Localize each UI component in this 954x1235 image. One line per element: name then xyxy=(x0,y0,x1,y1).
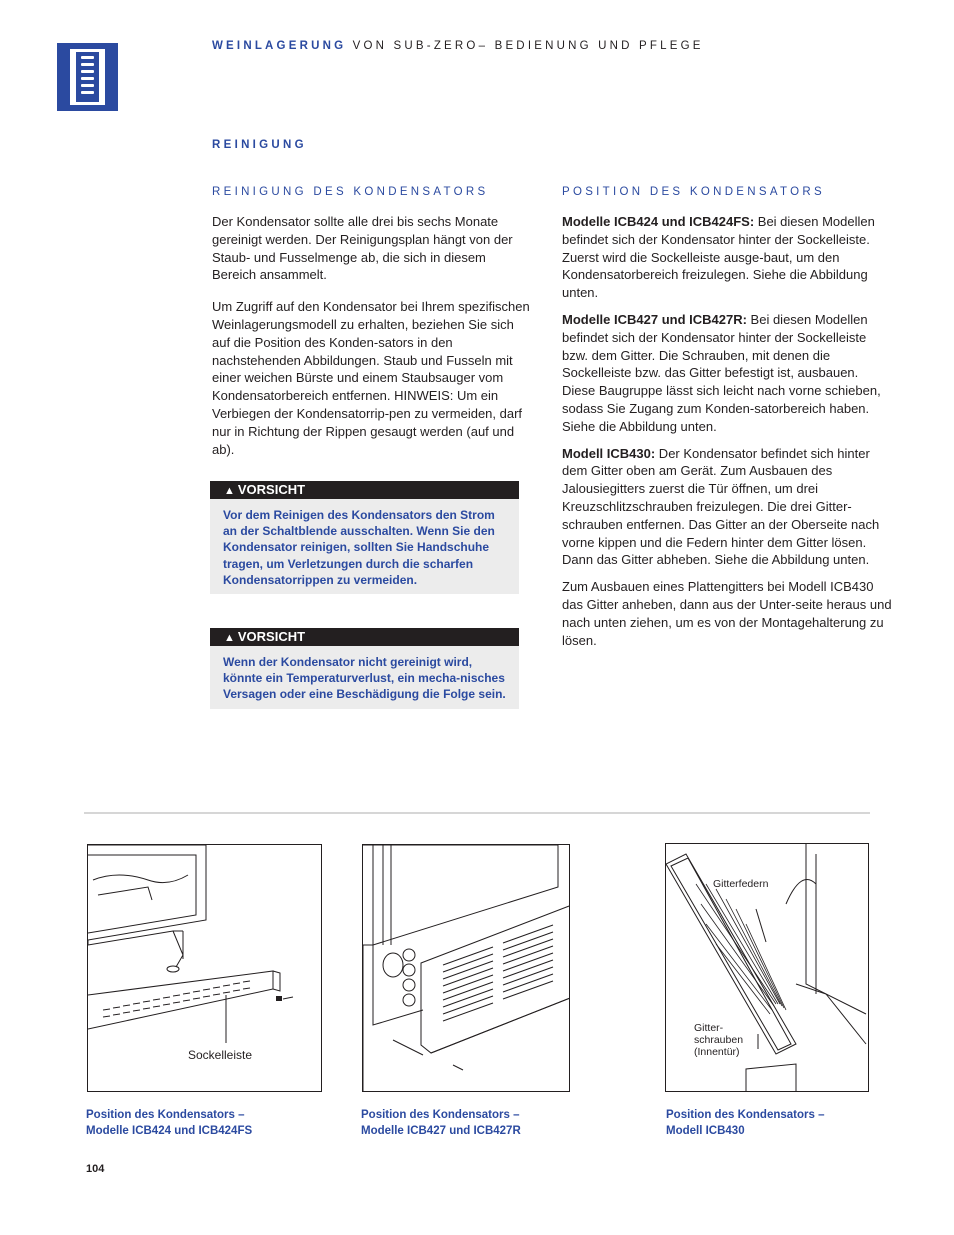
caution-box-1 xyxy=(210,481,519,594)
figure-caption-icb430: Position des Kondensators – Modell ICB430 xyxy=(666,1109,825,1137)
caution-box-2 xyxy=(210,628,519,709)
caution-text: Wenn der Kondensator nicht gereinigt wird, könnte ein Temperaturverlust, ein mecha-nisches Versagen oder eine Beschädigung die Folge sein. xyxy=(223,655,506,702)
figure-label-gitterfedern: Gitterfedern xyxy=(713,878,769,890)
page-header xyxy=(212,40,704,52)
figure-icb427-illustration xyxy=(363,845,569,1091)
right-paragraph-1: Modelle ICB424 und ICB424FS: Bei diesen Modellen befindet sich der Kondensator hinter der Sockelleiste. Zuerst wird die Sockelleiste ausge-baut, um den Kondensatorbereich freizulegen. Siehe die Abbildung unten. xyxy=(562,214,875,301)
divider xyxy=(84,812,870,814)
left-paragraph-2: Um Zugriff auf den Kondensator bei Ihrem spezifischen Weinlagerungsmodell zu erhalten, beziehen Sie sich auf die Position des Konden-sators in den nachstehenden Abbildungen. Staub und Fusseln mit einer weichen Bürste und einem Staubsauger vom Kondensatorbereich entfernen. HINWEIS: Um ein Verbiegen der Kondensatorrip-pen zu vermeiden, darf nur in Richtung der Rippen gesaugt werden (auf und ab). xyxy=(212,299,530,457)
header-rest: VON SUB-ZERO– BEDIENUNG UND PFLEGE xyxy=(352,40,704,52)
header-brand: WEINLAGERUNG xyxy=(212,40,347,52)
figure-caption-icb427: Position des Kondensators – Modelle ICB427 und ICB427R xyxy=(361,1109,521,1137)
figure-caption-icb424: Position des Kondensators – Modelle ICB424 und ICB424FS xyxy=(86,1109,253,1137)
right-paragraph-3: Modell ICB430: Der Kondensator befindet sich hinter dem Gitter oben am Gerät. Zum Ausbauen des Jalousiegitters zuerst die Tür öffnen, um drei Kreuzschlitzschrauben freizulegen. Die drei Gitter-schrauben entfernen. Das Gitter an der Oberseite nach vorne kippen und die Federn hinter dem Gitter lösen. Dann das Gitter abheben. Siehe die Abbildung unten. xyxy=(562,445,880,568)
left-heading: REINIGUNG DES KONDENSATORS xyxy=(212,186,489,198)
right-paragraph-2: Modelle ICB427 und ICB427R: Bei diesen Modellen befindet sich der Kondensator hinter der Sockelleiste bzw. dem Gitter. Die Schrauben, mit denen die Sockelleiste bzw. das Gitter befestigt ist, ausbauen. Diese Baugruppe lässt sich leicht nach vorne schieben, sodass Sie Zugang zum Konden-satorbereich haben. Siehe die Abbildung unten. xyxy=(562,311,881,434)
left-paragraph-1: Der Kondensator sollte alle drei bis sechs Monate gereinigt werden. Der Reinigungsplan hängt von der Staub- und Fusselmenge ab, die sich in diesem Bereich ansammelt. xyxy=(212,214,513,283)
figure-icb424 xyxy=(87,844,322,1092)
page-number: 104 xyxy=(86,1163,105,1175)
right-heading: POSITION DES KONDENSATORS xyxy=(562,186,825,198)
caution-header: ▲ VORSICHT xyxy=(210,628,519,646)
figure-icb430 xyxy=(665,843,869,1092)
warning-icon: ▲ xyxy=(224,632,235,644)
warning-icon: ▲ xyxy=(224,485,235,497)
figure-label-sockelleiste: Sockelleiste xyxy=(188,1048,253,1062)
left-text xyxy=(212,213,530,458)
figure-icb427 xyxy=(362,844,570,1092)
right-paragraph-4: Zum Ausbauen eines Plattengitters bei Modell ICB430 das Gitter anheben, dann aus der Unter-seite heraus und nach unten ziehen, um es von der Montagehalterung zu lösen. xyxy=(562,579,892,648)
sub-zero-logo xyxy=(57,43,118,111)
caution-text: Vor dem Reinigen des Kondensators den Strom an der Schaltblende ausschalten. Wenn Sie den Kondensator reinigen, sollten Sie Handschuhe tragen, um Verletzungen durch die scharfen Kondensatorrippen zu vermeiden. xyxy=(223,508,495,587)
section-title: REINIGUNG xyxy=(212,139,307,151)
figure-label-gitterschrauben: Gitter- schrauben (Innentür) xyxy=(694,1022,744,1058)
right-text xyxy=(562,213,892,649)
caution-header: ▲ VORSICHT xyxy=(210,481,519,499)
